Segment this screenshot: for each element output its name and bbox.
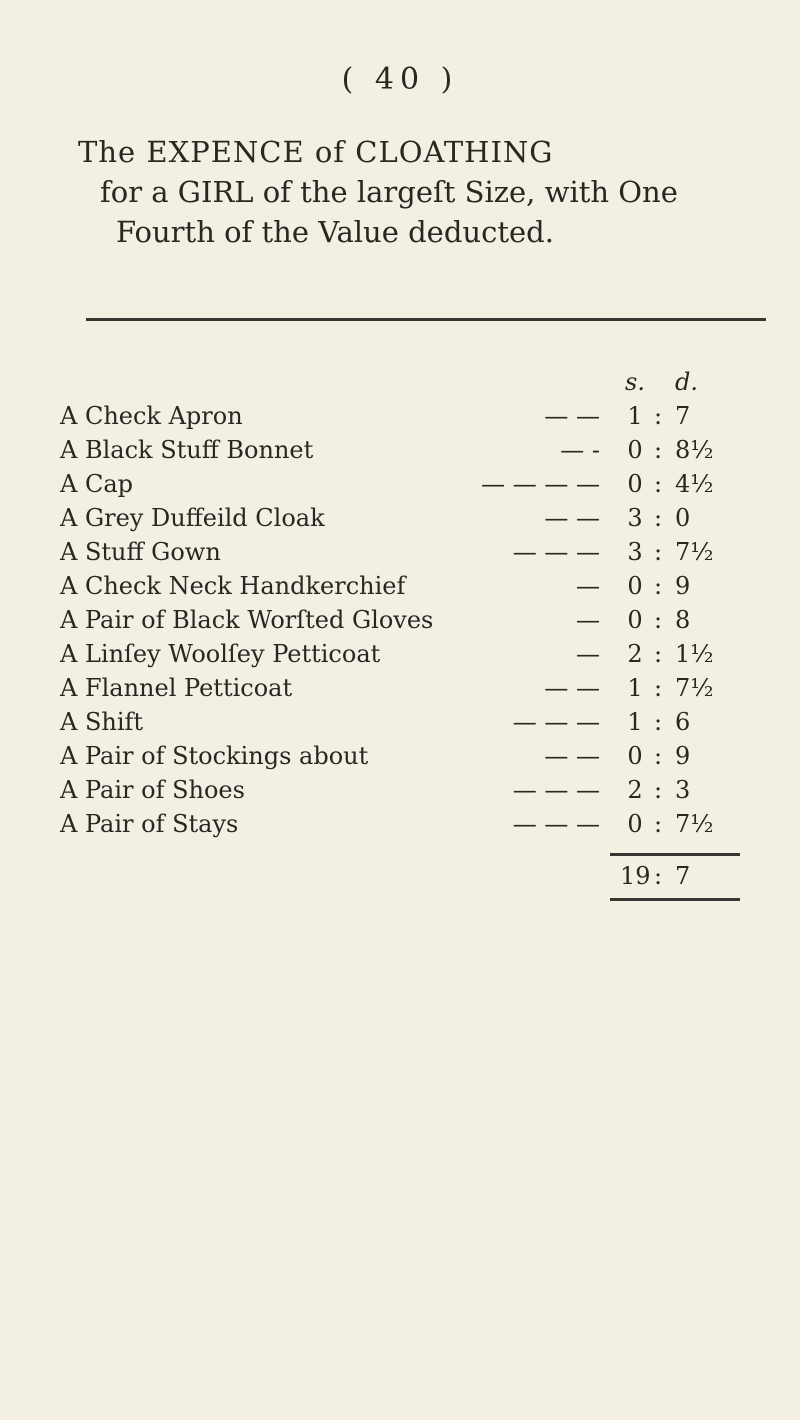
page-number: ( 40 ) — [341, 62, 459, 97]
leader-dashes: — — — — [512, 776, 600, 804]
shillings-value: 3 — [627, 504, 643, 532]
item-name: A Stuff Gown — [60, 538, 221, 566]
pence-value: 3 — [675, 776, 691, 804]
leader-dashes: — — — — — [481, 470, 600, 498]
table-row — [60, 637, 780, 671]
table-rows — [60, 399, 780, 841]
leader-dashes: — — — [544, 674, 600, 702]
pence-value: 8 — [675, 606, 691, 634]
item-name: A Flannel Petticoat — [60, 674, 293, 702]
shillings-value: 3 — [627, 538, 643, 566]
shillings-value: 1 — [627, 708, 643, 736]
table-row — [60, 807, 780, 841]
leader-dashes: — — — — [512, 538, 600, 566]
title-line-3: Fourth of the Value deducted. — [116, 215, 554, 249]
item-name: A Pair of Shoes — [60, 776, 245, 804]
value-separator: : — [653, 572, 663, 600]
total-row — [60, 856, 780, 896]
table-row — [60, 467, 780, 501]
value-separator: : — [653, 606, 663, 634]
pence-value: 7½ — [675, 538, 714, 566]
shillings-value: 0 — [627, 470, 643, 498]
value-separator: : — [653, 402, 663, 430]
shillings-value: 0 — [627, 810, 643, 838]
item-name: A Cap — [60, 470, 133, 498]
item-name: A Shift — [60, 708, 144, 736]
shillings-value: 0 — [627, 572, 643, 600]
item-name: A Pair of Black Worſted Gloves — [60, 606, 434, 634]
pence-value: 4½ — [675, 470, 714, 498]
value-separator: : — [653, 708, 663, 736]
table-row — [60, 569, 780, 603]
pence-value: 7½ — [675, 810, 714, 838]
item-name: A Check Neck Handkerchief — [60, 572, 406, 600]
item-name: A Check Apron — [60, 402, 243, 430]
shillings-value: 0 — [627, 436, 643, 464]
total-shillings: 19 — [620, 862, 651, 890]
total-rule-bottom — [610, 898, 740, 901]
item-name: A Grey Duffeild Cloak — [60, 504, 325, 532]
value-separator: : — [653, 776, 663, 804]
table-header — [60, 365, 780, 399]
pence-value: 8½ — [675, 436, 714, 464]
table-row — [60, 739, 780, 773]
shillings-value: 1 — [627, 402, 643, 430]
pence-value: 0 — [675, 504, 691, 532]
leader-dashes: — — — — [512, 708, 600, 736]
item-name: A Pair of Stockings about — [60, 742, 369, 770]
value-separator: : — [653, 810, 663, 838]
item-name: A Linſey Woolſey Petticoat — [60, 640, 381, 668]
shillings-value: 2 — [627, 776, 643, 804]
leader-dashes: — — — [544, 402, 600, 430]
leader-dashes: — — — — [512, 810, 600, 838]
total-separator: : — [653, 862, 663, 890]
value-separator: : — [653, 470, 663, 498]
table-row — [60, 773, 780, 807]
pence-value: 7½ — [675, 674, 714, 702]
leader-dashes: — — — [544, 504, 600, 532]
table-row — [60, 705, 780, 739]
leader-dashes: — — — [544, 742, 600, 770]
value-separator: : — [653, 640, 663, 668]
table-row — [60, 603, 780, 637]
leader-dashes: — - — [560, 436, 600, 464]
expense-table — [60, 365, 780, 901]
table-row — [60, 501, 780, 535]
table-row — [60, 399, 780, 433]
shillings-value: 0 — [627, 606, 643, 634]
value-separator: : — [653, 742, 663, 770]
table-row — [60, 433, 780, 467]
leader-dashes: — — [576, 572, 600, 600]
leader-dashes: — — [576, 606, 600, 634]
pence-value: 9 — [675, 742, 691, 770]
value-separator: : — [653, 436, 663, 464]
leader-dashes: — — [576, 640, 600, 668]
shillings-header: s. — [625, 368, 645, 396]
table-row — [60, 535, 780, 569]
title-line-1: The EXPENCE of CLOATHING — [78, 135, 554, 169]
shillings-value: 2 — [627, 640, 643, 668]
value-separator: : — [653, 504, 663, 532]
page-title — [78, 132, 778, 252]
title-line-2: for a GIRL of the largeſt Size, with One — [100, 175, 678, 209]
table-row — [60, 671, 780, 705]
value-separator: : — [653, 674, 663, 702]
pence-value: 9 — [675, 572, 691, 600]
pence-header: d. — [675, 368, 698, 396]
item-name: A Black Stuff Bonnet — [60, 436, 314, 464]
title-divider — [86, 318, 766, 321]
item-name: A Pair of Stays — [60, 810, 239, 838]
shillings-value: 0 — [627, 742, 643, 770]
pence-value: 1½ — [675, 640, 714, 668]
pence-value: 6 — [675, 708, 691, 736]
pence-value: 7 — [675, 402, 691, 430]
shillings-value: 1 — [627, 674, 643, 702]
value-separator: : — [653, 538, 663, 566]
total-pence: 7 — [675, 862, 691, 890]
